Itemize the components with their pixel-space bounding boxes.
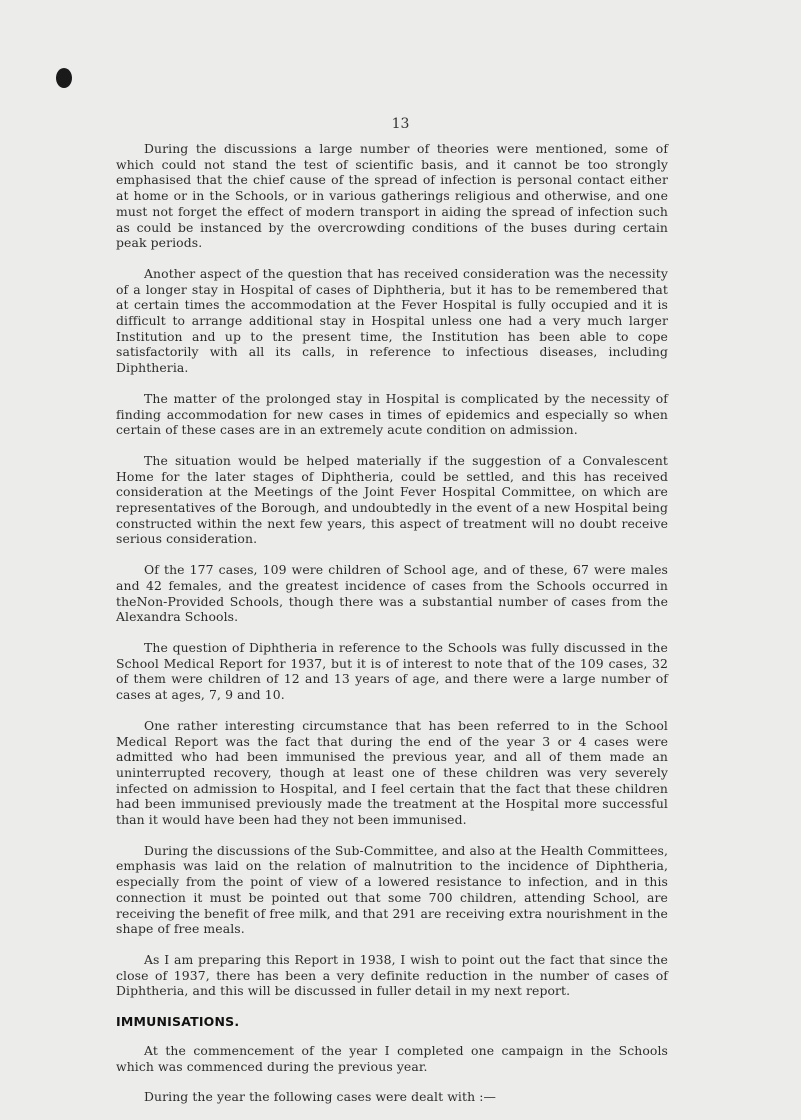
paragraph-campaign: At the commencement of the year I completed one campaign in the Schools which was commenced during the previous year. <box>116 1043 668 1074</box>
paragraph-longer-stay: Another aspect of the question that has received consideration was the necessity of a longer stay in Hospital of cases of Diphtheria, but it has to be remembered that at certain times the accommodation at the Fever Hospital is fully occupied and it is difficult to arrange additional stay in Hospital unless one had a very much larger Institution and up to the present time, the Institution has been able to cope satisfactorily with all its calls, in reference to infectious diseases, including Diphtheria. <box>116 265 668 376</box>
paragraph-reduction: As I am preparing this Report in 1938, I wish to point out the fact that since the close of 1937, there has been a very definite reduction in the number of cases of Diphtheria, and this will be discussed in fuller detail in my next report. <box>116 951 668 999</box>
paragraph-cases-dealt: During the year the following cases were dealt with :— <box>144 1089 496 1105</box>
paragraph-malnutrition: During the discussions of the Sub-Committee, and also at the Health Committees, emphasis was laid on the relation of malnutrition to the incidence of Diphtheria, especially from the point of view of a lowered resistance to infection, and in this connection it must be pointed out that some 700 children, attending School, are receiving the benefit of free milk, and that 291 are receiving extra nourishment in the shape of free meals. <box>116 842 668 937</box>
paragraph-school-report: The question of Diphtheria in reference to the Schools was fully discussed in the School Medical Report for 1937, but it is of interest to note that of the 109 cases, 32 of them were children of 12 and 13 years of age, and there were a large number of cases at ages, 7, 9 and 10. <box>116 639 668 703</box>
paragraph-case-statistics: Of the 177 cases, 109 were children of School age, and of these, 67 were males and 42 females, and the greatest incidence of cases from the Schools occurred in theNon-Provided Schools, though there was a substantial number of cases from the Alexandra Schools. <box>116 562 668 625</box>
section-heading-immunisations: IMMUNISATIONS. <box>116 1014 240 1030</box>
paragraph-prolonged-stay: The matter of the prolonged stay in Hospital is complicated by the necessity of finding accommodation for new cases in times of epidemics and especially so when certain of these cases are in an extremely acute condition on admission. <box>116 390 668 438</box>
paragraph-immunised-cases: One rather interesting circumstance that has been referred to in the School Medical Report was the fact that during the end of the year 3 or 4 cases were admitted who had been immunised the previous year, and all of them made an uninterrupted recovery, though at least one of these children was very severely infected on admission to Hospital, and I feel certain that the fact that these children had been immunised previously made the treatment at the Hospital more successful than it would have been had they not been immunised. <box>116 717 668 828</box>
punch-hole-mark <box>56 68 72 88</box>
paragraph-theories: During the discussions a large number of theories were mentioned, some of which could not stand the test of scientific basis, and it cannot be too strongly emphasised that the chief cause of the spread of infection is personal contact either at home or in the Schools, or in various gatherings religious and otherwise, and one must not forget the effect of modern transport in aiding the spread of infection such as could be instanced by the overcrowding conditions of the buses during certain peak periods. <box>116 141 668 251</box>
document-body <box>116 141 668 1120</box>
paragraph-convalescent-home: The situation would be helped materially if the suggestion of a Convalescent Home for the later stages of Diphtheria, could be settled, and this has received consideration at the Meetings of the Joint Fever Hospital Committee, on which are representatives of the Borough, and undoubtedly in the event of a new Hospital being constructed within the next few years, this aspect of treatment will no doubt receive serious consideration. <box>116 452 668 547</box>
page-number: 13 <box>391 116 410 132</box>
